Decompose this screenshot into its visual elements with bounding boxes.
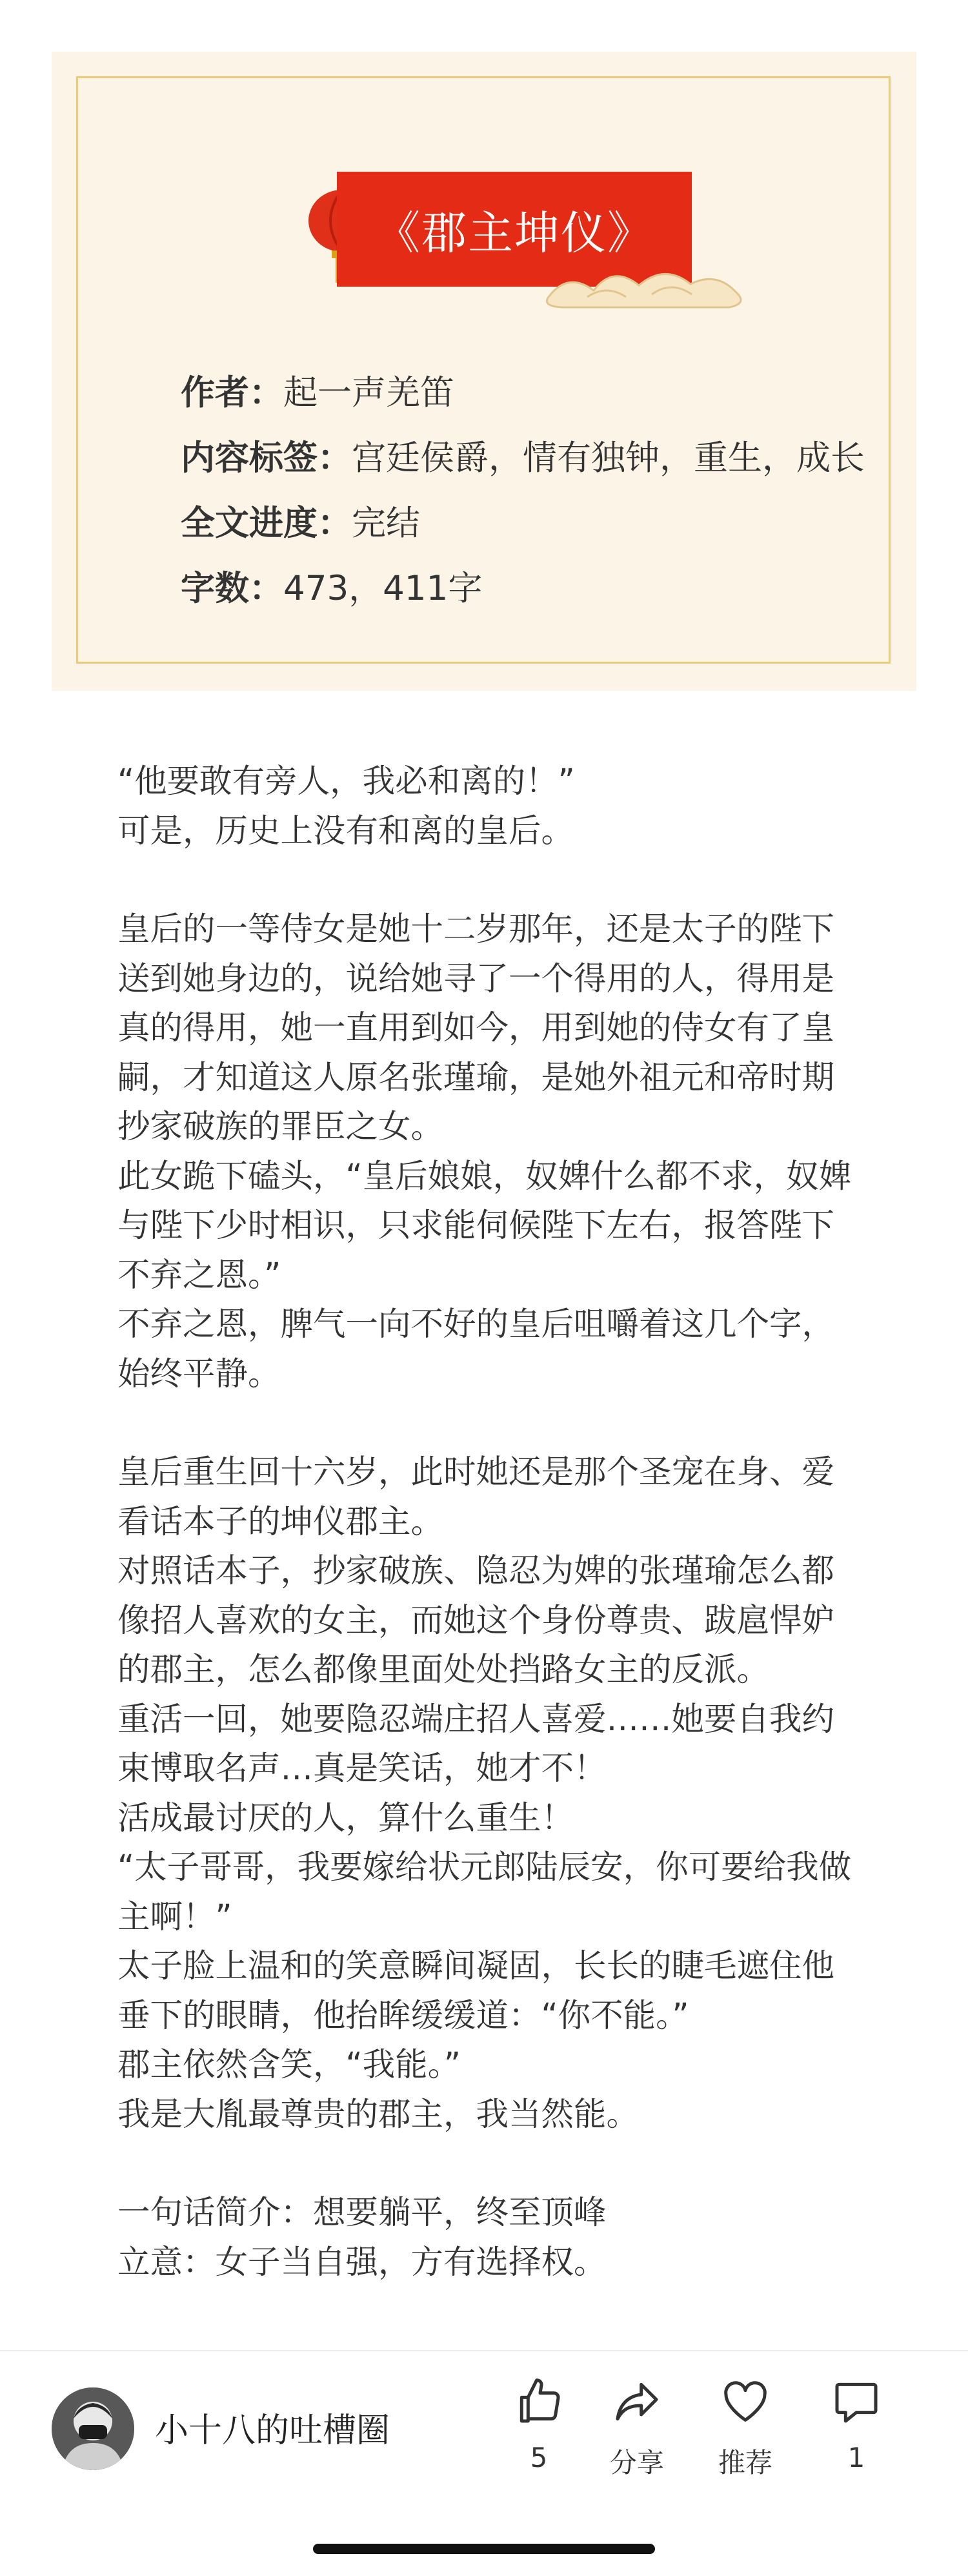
tags-value: 宫廷侯爵，情有独钟，重生，成长 [352, 438, 865, 478]
recommend-button[interactable] [703, 2376, 787, 2480]
paragraph-spacer [117, 855, 860, 905]
progress-value: 完结 [352, 504, 420, 543]
article-paragraph: 此女跪下磕头，“皇后娘娘，奴婢什么都不求，奴婢与陛下少时相识，只求能伺候陛下左右，报答陛下不弃之恩。” [117, 1156, 852, 1294]
footer-divider [0, 2350, 968, 2351]
share-arrow-icon [611, 2376, 663, 2428]
book-info-card [52, 52, 916, 691]
thumbs-up-icon [513, 2376, 565, 2428]
words-label: 字数： [181, 569, 283, 608]
article-paragraph: 郡主依然含笑，“我能。” [117, 2045, 461, 2083]
cloud-ornament-icon [542, 252, 755, 316]
words-value: 473，411字 [283, 569, 483, 608]
author-row [181, 360, 903, 425]
comment-bubble-icon [831, 2376, 882, 2428]
book-meta [181, 360, 903, 621]
paragraph-spacer [117, 1398, 860, 1447]
article-paragraph: 一句话简介：想要躺平，终至顶峰 [117, 2193, 607, 2231]
progress-row [181, 491, 903, 556]
like-button[interactable] [497, 2376, 581, 2473]
home-indicator[interactable] [313, 2544, 655, 2554]
author-value: 起一声羌笛 [283, 373, 454, 413]
share-button[interactable] [595, 2376, 679, 2480]
comment-count: 1 [847, 2442, 865, 2473]
article-paragraph: 皇后重生回十六岁，此时她还是那个圣宠在身、爱看话本子的坤仪郡主。 [117, 1453, 834, 1540]
author-label: 作者： [181, 373, 283, 413]
avatar-image-icon [52, 2387, 134, 2470]
username[interactable]: 小十八的吐槽圈 [155, 2411, 390, 2450]
progress-label: 全文进度： [181, 504, 352, 543]
recommend-label: 推荐 [718, 2447, 772, 2479]
avatar[interactable] [52, 2387, 134, 2470]
article-paragraph: 太子脸上温和的笑意瞬间凝固，长长的睫毛遮住他垂下的眼睛，他抬眸缓缓道：“你不能。” [117, 1947, 834, 2034]
tags-row [181, 425, 903, 491]
heart-icon [720, 2376, 771, 2428]
like-count: 5 [530, 2442, 548, 2473]
share-label: 分享 [609, 2447, 664, 2479]
article-paragraph: 活成最讨厌的人，算什么重生！ [117, 1798, 574, 1837]
book-title-banner: 《郡主坤仪》 [337, 172, 692, 287]
article-paragraph: 可是，历史上没有和离的皇后。 [117, 811, 574, 850]
article-paragraph: 立意：女子当自强，方有选择权。 [117, 2242, 607, 2281]
article-paragraph: 对照话本子，抄家破族、隐忍为婢的张瑾瑜怎么都像招人喜欢的女主，而她这个身份尊贵、跋扈悍妒的郡主，怎么都像里面处处挡路女主的反派。 [117, 1551, 834, 1688]
article-paragraph: “他要敢有旁人，我必和离的！” [117, 762, 575, 800]
article-paragraph: “太子哥哥，我要嫁给状元郎陆辰安，你可要给我做主啊！” [117, 1848, 852, 1936]
article-paragraph: 皇后的一等侍女是她十二岁那年，还是太子的陛下送到她身边的，说给她寻了一个得用的人，得用是真的得用，她一直用到如今，用到她的侍女有了皇嗣，才知道这人原名张瑾瑜，是她外祖元和帝时期抄家破族的罪臣之女。 [117, 910, 834, 1145]
post-footer-bar [0, 2350, 968, 2576]
word-count-row [181, 556, 903, 621]
tags-label: 内容标签： [181, 438, 352, 478]
paragraph-spacer [117, 2139, 860, 2188]
comment-button[interactable] [814, 2376, 898, 2473]
article-body [117, 757, 860, 2287]
article-paragraph: 重活一回，她要隐忍端庄招人喜爱……她要自我约束博取名声…真是笑话，她才不！ [117, 1699, 834, 1787]
article-paragraph: 我是大胤最尊贵的郡主，我当然能。 [117, 2094, 639, 2133]
article-paragraph: 不弃之恩，脾气一向不好的皇后咀嚼着这几个字，始终平静。 [117, 1305, 834, 1393]
